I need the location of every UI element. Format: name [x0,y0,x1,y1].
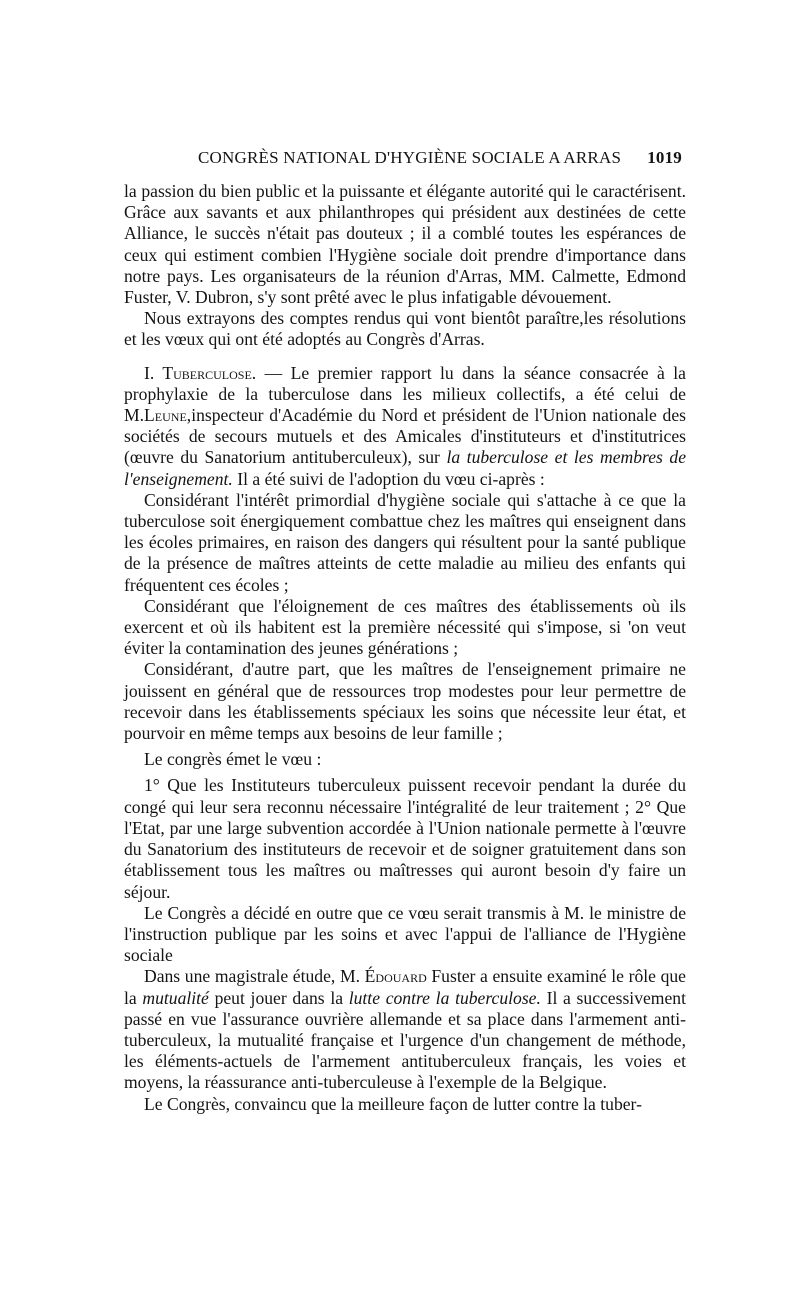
paragraph-considerant-3 [124,659,686,744]
section-label: I. Tuberculose. [144,362,257,383]
paragraph-voeu-intro [124,749,686,770]
text-run: Considérant, d'autre part, que les maîtres de l'enseignement primaire ne jouissent en général que de ressources trop modestes pour leur permettre de recevoir dans les établissements spéciaux les soins que nécessite leur état, et pourvoir en même temps aux besoins de leur famille ; [124,659,686,744]
text-run: Le congrès émet le vœu : [144,749,322,770]
paragraph-tuberculose-section [124,363,686,490]
text-run: ,inspecteur d'Académie du Nord et président de l'Union nationale des sociétés de secours mutuels et des Amicales d'instituteurs et d'institutrices (œuvre du Sanatorium antituberculeux), sur [124,405,686,468]
text-run: Fuster a ensuite examiné le rôle que la [124,966,686,1008]
paragraph-fuster [124,966,686,1093]
paragraph-voeu-items [124,775,686,902]
text-run: Considérant que l'éloignement de ces maîtres des établissements où ils exercent et où ils habitent est la première nécessité qui s'impose, si 'on veut éviter la contamination des jeunes générations ; [124,595,686,659]
report-title: la tuberculose et les membres de l'enseignement. [124,447,687,489]
text-run: Il a successivement passé en vue l'assurance ouvrière allemande et sa place dans l'armement anti-tuberculeux, la mutualité française et l'urgence d'un changement de méthode, les éléments-actuels de l'armement antituberculeux français, les voies et moyens, la réassurance anti-tuberculeuse à l'exemple de la Belgique. [124,987,686,1093]
author-name: Leune [144,405,187,426]
text-run: 1° Que les Instituteurs tuberculeux puissent recevoir pendant la durée du congé qui leur sera reconnu nécessaire l'intégralité de leur traitement ; 2° Que l'Etat, par une large subvention accordée à l'Union nationale permette à l'œuvre du Sanatorium des instituteurs de recevoir et de soigner gratuitement dans son établissement tous les maîtres ou maîtresses qui auront besoin d'y faire un séjour. [124,775,686,902]
text-run: Considérant l'intérêt primordial d'hygiène sociale qui s'attache à ce que la tuberculose soit énergiquement combattue chez les maîtres qui enseignent dans les écoles primaires, en raison des dangers qui résultent pour la santé publique de la présence de maîtres atteints de cette maladie au milieu des enfants qui fréquentent ces écoles ; [124,489,686,595]
text-run: la passion du bien public et la puissante et élégante autorité qui le caractérisent. Grâce aux savants et aux philanthropes qui président aux destinées de cette Alliance, le succès n'était pas douteux ; il a comblé toutes les espérances de ceux qui estiment combien l'Hygiène sociale doit prendre d'importance dans notre pays. Les organisateurs de la réunion d'Arras, MM. Calmette, Edmond Fuster, V. Dubron, s'y sont prêté avec le plus infatigable dévouement. [124,181,686,308]
paragraph-considerant-2 [124,596,686,660]
text-run: Dans une magistrale étude, [144,966,340,987]
running-title: CONGRÈS NATIONAL D'HYGIÈNE SOCIALE A ARRAS [198,148,622,167]
italic-term: mutualité [142,987,209,1008]
text-run: — Le premier rapport lu dans la séance consacrée à la prophylaxie de la tuberculose dans les milieux collectifs, a été celui de [124,362,686,404]
page-number: 1019 [647,148,682,167]
paragraph-alliance [124,181,686,308]
paragraph-considerant-1 [124,490,686,596]
body-text [124,181,686,1115]
author-prefix: M. [339,966,365,987]
text-run: peut jouer dans la [208,987,349,1008]
text-run: Nous extrayons des comptes rendus qui vont bientôt paraître,les résolutions et les vœux qui ont été adoptés au Congrès d'Arras. [124,308,686,350]
text-run: Le Congrès a décidé en outre que ce vœu serait transmis à M. le ministre de l'instruction publique par les soins et avec l'appui de l'alliance de l'Hygiène sociale [124,902,686,966]
paragraph-extracts [124,308,686,350]
text-run: Il a été suivi de l'adoption du vœu ci-après : [232,468,545,489]
italic-term: lutte contre la tuberculose. [348,987,541,1008]
author-name: Édouard [364,966,427,987]
paragraph-transmission [124,903,686,967]
text-run: Le Congrès, convaincu que la meilleure façon de lutter contre la tuber- [144,1093,642,1114]
paragraph-congres-conclusion [124,1094,686,1115]
author-prefix: M. [124,405,145,426]
